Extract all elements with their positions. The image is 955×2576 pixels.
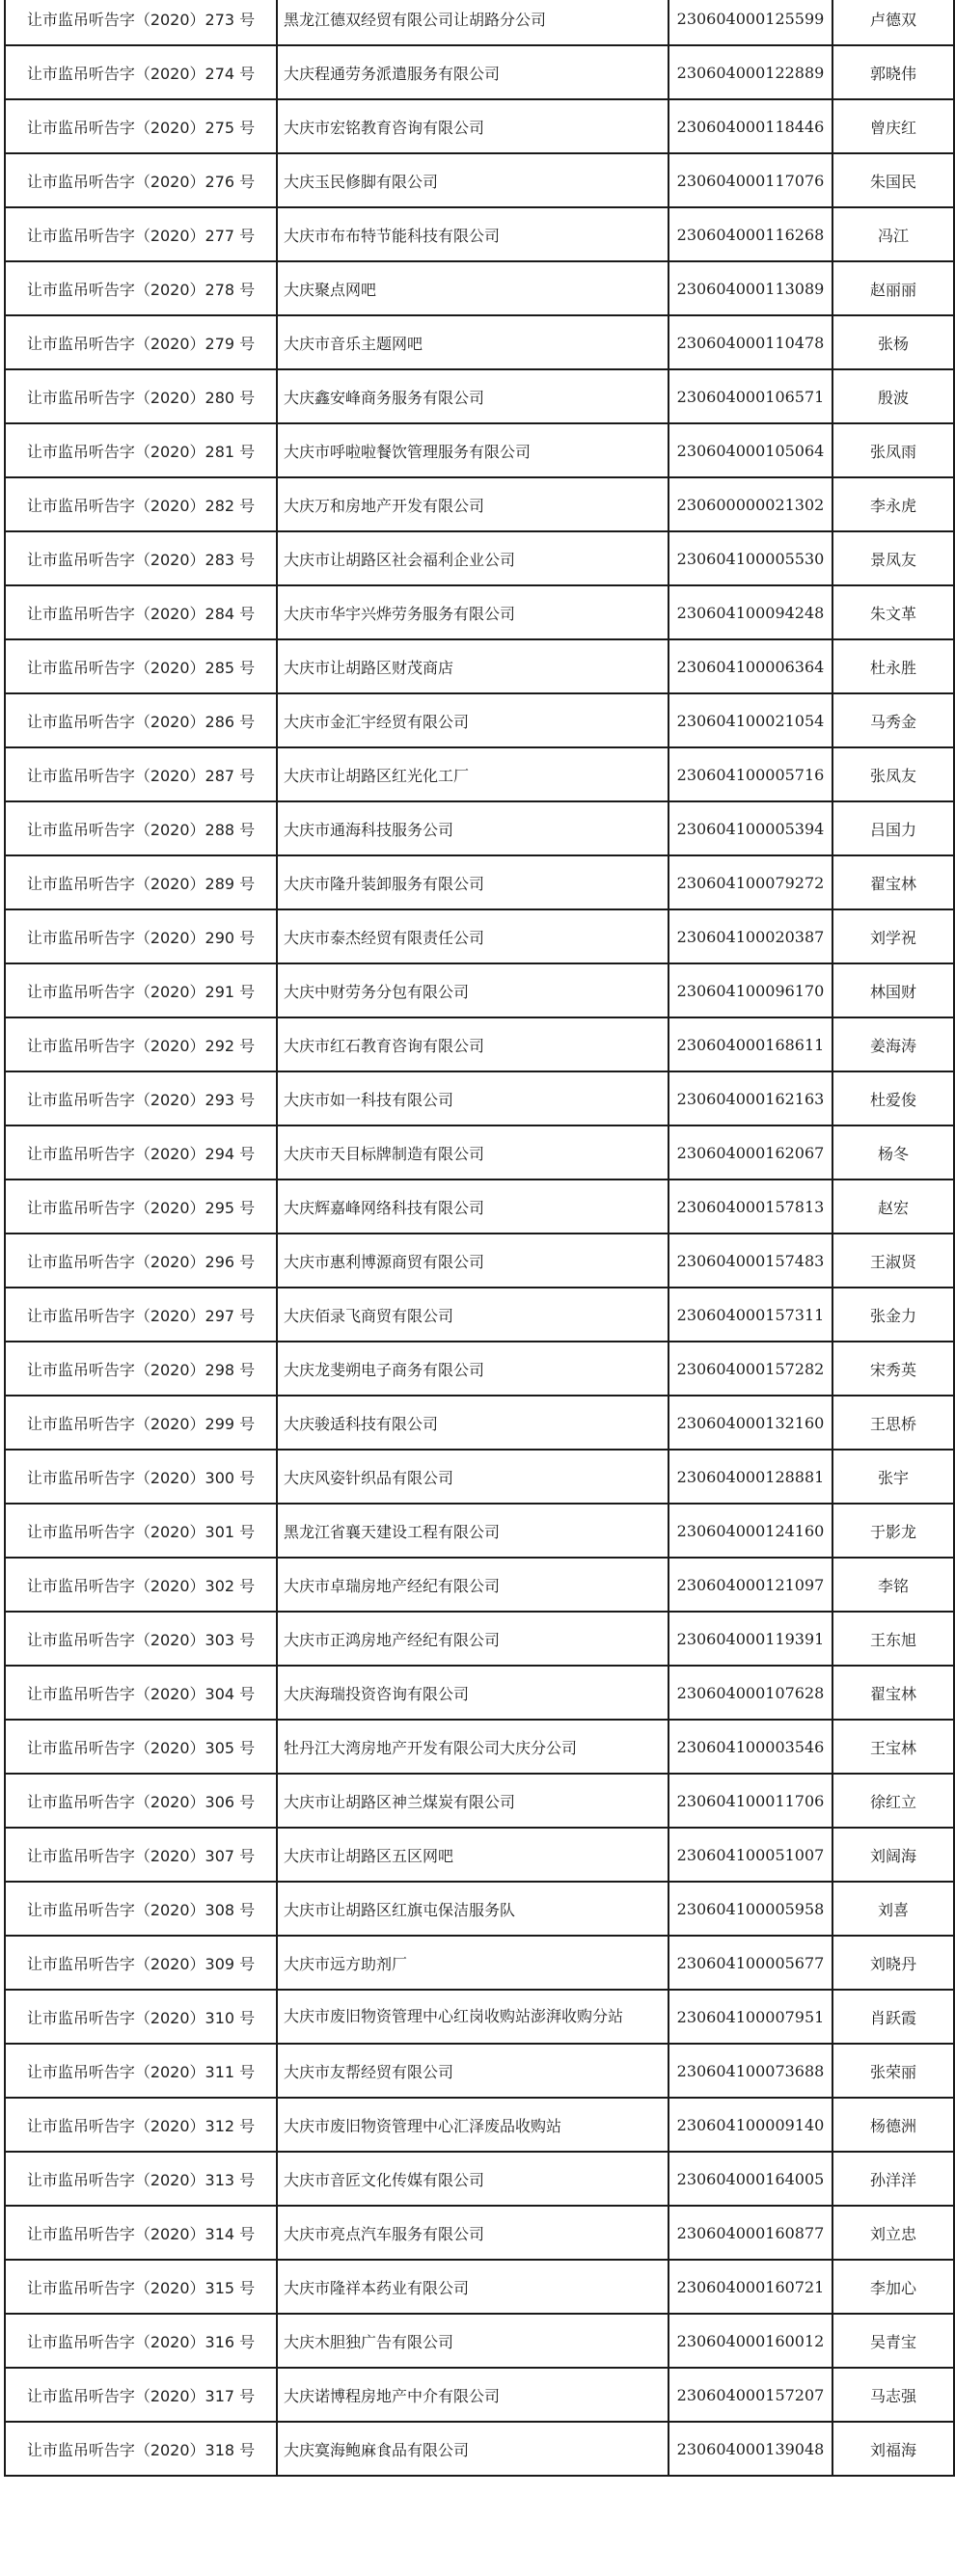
table-row [5, 1180, 954, 1234]
notice-table-body [5, 0, 954, 2476]
legal-representative-cell: 翟宝林 [832, 1666, 954, 1720]
registration-number-cell: 230604000157311 [668, 1288, 832, 1342]
table-row [5, 1882, 954, 1936]
document-number-cell: 让市监吊听告字（2020）310 号 [5, 1990, 277, 2044]
legal-representative-cell: 林国财 [832, 963, 954, 1017]
legal-representative-cell: 姜海涛 [832, 1017, 954, 1071]
company-name-cell: 大庆市天目标牌制造有限公司 [277, 1125, 668, 1180]
registration-number-cell: 230604000157207 [668, 2368, 832, 2422]
legal-representative-cell: 卢德双 [832, 0, 954, 45]
company-name-cell: 大庆万和房地产开发有限公司 [277, 477, 668, 531]
company-name-cell: 大庆中财劳务分包有限公司 [277, 963, 668, 1017]
registration-number-cell: 230604000168611 [668, 1017, 832, 1071]
table-row [5, 747, 954, 801]
document-number-cell: 让市监吊听告字（2020）279 号 [5, 315, 277, 369]
registration-number-cell: 230604000118446 [668, 99, 832, 153]
legal-representative-cell: 张杨 [832, 315, 954, 369]
document-number-cell: 让市监吊听告字（2020）300 号 [5, 1450, 277, 1504]
table-row [5, 153, 954, 207]
table-row [5, 0, 954, 45]
table-row [5, 1936, 954, 1990]
document-number-cell: 让市监吊听告字（2020）313 号 [5, 2152, 277, 2206]
table-row [5, 2152, 954, 2206]
company-name-cell: 大庆市让胡路区神兰煤炭有限公司 [277, 1774, 668, 1828]
company-name-cell: 大庆程通劳务派遣服务有限公司 [277, 45, 668, 99]
company-name-cell: 大庆市金汇宇经贸有限公司 [277, 693, 668, 747]
legal-representative-cell: 朱国民 [832, 153, 954, 207]
company-name-cell: 大庆市呼啦啦餐饮管理服务有限公司 [277, 423, 668, 477]
table-row [5, 315, 954, 369]
registration-number-cell: 230604100096170 [668, 963, 832, 1017]
table-row [5, 261, 954, 315]
table-row [5, 1990, 954, 2044]
table-row [5, 45, 954, 99]
document-number-cell: 让市监吊听告字（2020）299 号 [5, 1396, 277, 1450]
registration-number-cell: 230604000121097 [668, 1558, 832, 1612]
registration-number-cell: 230604000157483 [668, 1234, 832, 1288]
table-row [5, 1666, 954, 1720]
registration-number-cell: 230604100051007 [668, 1828, 832, 1882]
document-number-cell: 让市监吊听告字（2020）290 号 [5, 909, 277, 963]
legal-representative-cell: 肖跃霞 [832, 1990, 954, 2044]
table-row [5, 531, 954, 585]
document-number-cell: 让市监吊听告字（2020）288 号 [5, 801, 277, 855]
legal-representative-cell: 张宇 [832, 1450, 954, 1504]
legal-representative-cell: 马秀金 [832, 693, 954, 747]
legal-representative-cell: 王宝林 [832, 1720, 954, 1774]
registration-number-cell: 230604000139048 [668, 2422, 832, 2476]
table-row [5, 99, 954, 153]
document-number-cell: 让市监吊听告字（2020）296 号 [5, 1234, 277, 1288]
table-row [5, 2422, 954, 2476]
legal-representative-cell: 杨冬 [832, 1125, 954, 1180]
company-name-cell: 大庆市让胡路区五区网吧 [277, 1828, 668, 1882]
company-name-cell: 大庆市红石教育咨询有限公司 [277, 1017, 668, 1071]
registration-number-cell: 230604000117076 [668, 153, 832, 207]
document-number-cell: 让市监吊听告字（2020）301 号 [5, 1504, 277, 1558]
table-row [5, 2044, 954, 2098]
registration-number-cell: 230604100073688 [668, 2044, 832, 2098]
company-name-cell: 大庆市让胡路区红旗屯保洁服务队 [277, 1882, 668, 1936]
legal-representative-cell: 王淑贤 [832, 1234, 954, 1288]
document-number-cell: 让市监吊听告字（2020）306 号 [5, 1774, 277, 1828]
company-name-cell: 大庆市隆祥本药业有限公司 [277, 2260, 668, 2314]
registration-number-cell: 230604000106571 [668, 369, 832, 423]
notice-table [4, 0, 955, 2477]
table-row [5, 2098, 954, 2152]
company-name-cell: 大庆市泰杰经贸有限责任公司 [277, 909, 668, 963]
company-name-cell: 大庆市让胡路区红光化工厂 [277, 747, 668, 801]
document-number-cell: 让市监吊听告字（2020）285 号 [5, 639, 277, 693]
registration-number-cell: 230604100005394 [668, 801, 832, 855]
company-name-cell: 大庆市音乐主题网吧 [277, 315, 668, 369]
company-name-cell: 大庆市友帮经贸有限公司 [277, 2044, 668, 2098]
registration-number-cell: 230604000128881 [668, 1450, 832, 1504]
legal-representative-cell: 孙洋洋 [832, 2152, 954, 2206]
table-row [5, 477, 954, 531]
table-row [5, 1558, 954, 1612]
company-name-cell: 大庆风姿针织品有限公司 [277, 1450, 668, 1504]
table-row [5, 693, 954, 747]
registration-number-cell: 230604000164005 [668, 2152, 832, 2206]
document-number-cell: 让市监吊听告字（2020）297 号 [5, 1288, 277, 1342]
legal-representative-cell: 王东旭 [832, 1612, 954, 1666]
legal-representative-cell: 杜永胜 [832, 639, 954, 693]
registration-number-cell: 230604100021054 [668, 693, 832, 747]
legal-representative-cell: 宋秀英 [832, 1342, 954, 1396]
table-row [5, 1450, 954, 1504]
table-row [5, 1396, 954, 1450]
company-name-cell: 大庆市如一科技有限公司 [277, 1071, 668, 1125]
table-row [5, 2206, 954, 2260]
legal-representative-cell: 张荣丽 [832, 2044, 954, 2098]
legal-representative-cell: 张金力 [832, 1288, 954, 1342]
company-name-cell: 大庆海瑞投资咨询有限公司 [277, 1666, 668, 1720]
company-name-cell: 大庆市华宇兴烨劳务服务有限公司 [277, 585, 668, 639]
company-name-cell: 大庆玉民修脚有限公司 [277, 153, 668, 207]
document-number-cell: 让市监吊听告字（2020）316 号 [5, 2314, 277, 2368]
legal-representative-cell: 朱文革 [832, 585, 954, 639]
document-number-cell: 让市监吊听告字（2020）281 号 [5, 423, 277, 477]
legal-representative-cell: 徐红立 [832, 1774, 954, 1828]
legal-representative-cell: 李加心 [832, 2260, 954, 2314]
legal-representative-cell: 刘福海 [832, 2422, 954, 2476]
document-number-cell: 让市监吊听告字（2020）274 号 [5, 45, 277, 99]
legal-representative-cell: 马志强 [832, 2368, 954, 2422]
registration-number-cell: 230604000119391 [668, 1612, 832, 1666]
legal-representative-cell: 郭晓伟 [832, 45, 954, 99]
document-number-cell: 让市监吊听告字（2020）283 号 [5, 531, 277, 585]
document-number-cell: 让市监吊听告字（2020）275 号 [5, 99, 277, 153]
document-number-cell: 让市监吊听告字（2020）318 号 [5, 2422, 277, 2476]
document-number-cell: 让市监吊听告字（2020）308 号 [5, 1882, 277, 1936]
company-name-cell: 大庆市布布特节能科技有限公司 [277, 207, 668, 261]
table-row [5, 1071, 954, 1125]
company-name-cell: 大庆市隆升装卸服务有限公司 [277, 855, 668, 909]
document-number-cell: 让市监吊听告字（2020）293 号 [5, 1071, 277, 1125]
document-number-cell: 让市监吊听告字（2020）298 号 [5, 1342, 277, 1396]
document-number-cell: 让市监吊听告字（2020）305 号 [5, 1720, 277, 1774]
table-row [5, 1288, 954, 1342]
legal-representative-cell: 王思桥 [832, 1396, 954, 1450]
legal-representative-cell: 杜爱俊 [832, 1071, 954, 1125]
company-name-cell: 大庆市让胡路区社会福利企业公司 [277, 531, 668, 585]
legal-representative-cell: 吕国力 [832, 801, 954, 855]
legal-representative-cell: 刘晓丹 [832, 1936, 954, 1990]
table-row [5, 855, 954, 909]
registration-number-cell: 230604100009140 [668, 2098, 832, 2152]
document-number-cell: 让市监吊听告字（2020）317 号 [5, 2368, 277, 2422]
company-name-cell: 大庆市宏铭教育咨询有限公司 [277, 99, 668, 153]
document-number-cell: 让市监吊听告字（2020）304 号 [5, 1666, 277, 1720]
document-number-cell: 让市监吊听告字（2020）314 号 [5, 2206, 277, 2260]
legal-representative-cell: 赵宏 [832, 1180, 954, 1234]
table-row [5, 1828, 954, 1882]
registration-number-cell: 230604100005677 [668, 1936, 832, 1990]
registration-number-cell: 230604100005716 [668, 747, 832, 801]
company-name-cell: 大庆市远方助剂厂 [277, 1936, 668, 1990]
table-row [5, 639, 954, 693]
registration-number-cell: 230604100007951 [668, 1990, 832, 2044]
document-number-cell: 让市监吊听告字（2020）292 号 [5, 1017, 277, 1071]
legal-representative-cell: 刘学祝 [832, 909, 954, 963]
company-name-cell: 大庆市废旧物资管理中心汇泽废品收购站 [277, 2098, 668, 2152]
table-row [5, 1017, 954, 1071]
table-row [5, 2260, 954, 2314]
document-number-cell: 让市监吊听告字（2020）282 号 [5, 477, 277, 531]
registration-number-cell: 230604000125599 [668, 0, 832, 45]
table-row [5, 423, 954, 477]
table-row [5, 1125, 954, 1180]
registration-number-cell: 230604000160012 [668, 2314, 832, 2368]
company-name-cell: 黑龙江省襄天建设工程有限公司 [277, 1504, 668, 1558]
company-name-cell: 大庆木胆独广告有限公司 [277, 2314, 668, 2368]
registration-number-cell: 230604100005958 [668, 1882, 832, 1936]
table-row [5, 909, 954, 963]
company-name-cell: 大庆市让胡路区财茂商店 [277, 639, 668, 693]
document-number-cell: 让市监吊听告字（2020）309 号 [5, 1936, 277, 1990]
legal-representative-cell: 刘立忠 [832, 2206, 954, 2260]
company-name-cell: 大庆诺博程房地产中介有限公司 [277, 2368, 668, 2422]
document-number-cell: 让市监吊听告字（2020）280 号 [5, 369, 277, 423]
registration-number-cell: 230604000162067 [668, 1125, 832, 1180]
table-row [5, 2314, 954, 2368]
document-number-cell: 让市监吊听告字（2020）289 号 [5, 855, 277, 909]
company-name-cell: 大庆市亮点汽车服务有限公司 [277, 2206, 668, 2260]
company-name-cell: 大庆聚点网吧 [277, 261, 668, 315]
registration-number-cell: 230604000110478 [668, 315, 832, 369]
company-name-cell: 大庆辉嘉峰网络科技有限公司 [277, 1180, 668, 1234]
table-row [5, 207, 954, 261]
legal-representative-cell: 赵丽丽 [832, 261, 954, 315]
document-number-cell: 让市监吊听告字（2020）312 号 [5, 2098, 277, 2152]
registration-number-cell: 230604100006364 [668, 639, 832, 693]
registration-number-cell: 230604000113089 [668, 261, 832, 315]
document-number-cell: 让市监吊听告字（2020）303 号 [5, 1612, 277, 1666]
table-row [5, 2368, 954, 2422]
registration-number-cell: 230604000107628 [668, 1666, 832, 1720]
company-name-cell: 大庆市卓瑞房地产经纪有限公司 [277, 1558, 668, 1612]
registration-number-cell: 230604000160721 [668, 2260, 832, 2314]
legal-representative-cell: 李永虎 [832, 477, 954, 531]
document-number-cell: 让市监吊听告字（2020）277 号 [5, 207, 277, 261]
company-name-cell: 大庆市通海科技服务公司 [277, 801, 668, 855]
registration-number-cell: 230604100094248 [668, 585, 832, 639]
table-row [5, 1720, 954, 1774]
registration-number-cell: 230604100003546 [668, 1720, 832, 1774]
registration-number-cell: 230604000162163 [668, 1071, 832, 1125]
table-row [5, 963, 954, 1017]
legal-representative-cell: 景凤友 [832, 531, 954, 585]
registration-number-cell: 230604000157813 [668, 1180, 832, 1234]
legal-representative-cell: 张凤雨 [832, 423, 954, 477]
company-name-cell: 大庆市正鸿房地产经纪有限公司 [277, 1612, 668, 1666]
table-row [5, 801, 954, 855]
table-row [5, 1612, 954, 1666]
document-number-cell: 让市监吊听告字（2020）307 号 [5, 1828, 277, 1882]
legal-representative-cell: 殷波 [832, 369, 954, 423]
company-name-cell: 大庆市音匠文化传媒有限公司 [277, 2152, 668, 2206]
company-name-cell: 大庆寞海鲍麻食品有限公司 [277, 2422, 668, 2476]
registration-number-cell: 230604000160877 [668, 2206, 832, 2260]
registration-number-cell: 230604000105064 [668, 423, 832, 477]
legal-representative-cell: 于影龙 [832, 1504, 954, 1558]
document-number-cell: 让市监吊听告字（2020）315 号 [5, 2260, 277, 2314]
document-number-cell: 让市监吊听告字（2020）294 号 [5, 1125, 277, 1180]
legal-representative-cell: 李铭 [832, 1558, 954, 1612]
company-name-cell: 大庆市惠利博源商贸有限公司 [277, 1234, 668, 1288]
table-row [5, 1504, 954, 1558]
legal-representative-cell: 刘喜 [832, 1882, 954, 1936]
table-row [5, 585, 954, 639]
legal-representative-cell: 吴青宝 [832, 2314, 954, 2368]
registration-number-cell: 230604100011706 [668, 1774, 832, 1828]
registration-number-cell: 230604000116268 [668, 207, 832, 261]
registration-number-cell: 230604000157282 [668, 1342, 832, 1396]
document-number-cell: 让市监吊听告字（2020）295 号 [5, 1180, 277, 1234]
document-number-cell: 让市监吊听告字（2020）286 号 [5, 693, 277, 747]
legal-representative-cell: 曾庆红 [832, 99, 954, 153]
company-name-cell: 大庆佰录飞商贸有限公司 [277, 1288, 668, 1342]
table-row [5, 1342, 954, 1396]
table-row [5, 369, 954, 423]
company-name-cell: 牡丹江大湾房地产开发有限公司大庆分公司 [277, 1720, 668, 1774]
document-number-cell: 让市监吊听告字（2020）284 号 [5, 585, 277, 639]
document-number-cell: 让市监吊听告字（2020）276 号 [5, 153, 277, 207]
document-number-cell: 让市监吊听告字（2020）278 号 [5, 261, 277, 315]
registration-number-cell: 230604100079272 [668, 855, 832, 909]
legal-representative-cell: 翟宝林 [832, 855, 954, 909]
document-number-cell: 让市监吊听告字（2020）273 号 [5, 0, 277, 45]
company-name-cell: 大庆鑫安峰商务服务有限公司 [277, 369, 668, 423]
company-name-cell: 大庆龙斐朔电子商务有限公司 [277, 1342, 668, 1396]
registration-number-cell: 230600000021302 [668, 477, 832, 531]
document-number-cell: 让市监吊听告字（2020）311 号 [5, 2044, 277, 2098]
company-name-cell: 大庆市废旧物资管理中心红岗收购站澎湃收购分站 [277, 1990, 668, 2044]
registration-number-cell: 230604000122889 [668, 45, 832, 99]
registration-number-cell: 230604100005530 [668, 531, 832, 585]
company-name-cell: 大庆骏适科技有限公司 [277, 1396, 668, 1450]
legal-representative-cell: 冯江 [832, 207, 954, 261]
legal-representative-cell: 杨德洲 [832, 2098, 954, 2152]
registration-number-cell: 230604000124160 [668, 1504, 832, 1558]
company-name-cell: 黑龙江德双经贸有限公司让胡路分公司 [277, 0, 668, 45]
document-number-cell: 让市监吊听告字（2020）287 号 [5, 747, 277, 801]
registration-number-cell: 230604100020387 [668, 909, 832, 963]
legal-representative-cell: 刘阔海 [832, 1828, 954, 1882]
document-number-cell: 让市监吊听告字（2020）291 号 [5, 963, 277, 1017]
registration-number-cell: 230604000132160 [668, 1396, 832, 1450]
document-number-cell: 让市监吊听告字（2020）302 号 [5, 1558, 277, 1612]
table-row [5, 1234, 954, 1288]
table-row [5, 1774, 954, 1828]
legal-representative-cell: 张凤友 [832, 747, 954, 801]
